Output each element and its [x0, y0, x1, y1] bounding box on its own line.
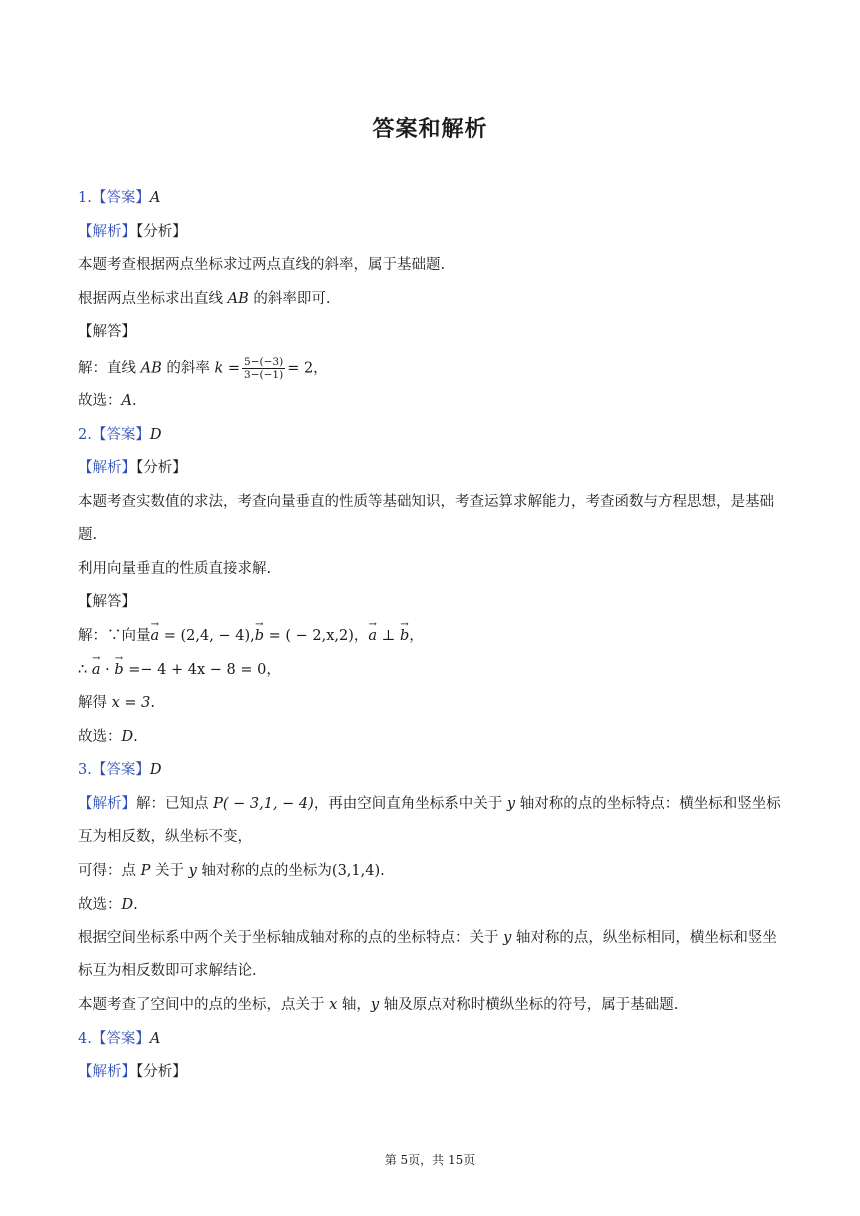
dot-product-symbol: · — [100, 661, 115, 678]
q2-solution-line-1 — [78, 626, 784, 646]
perpendicular-symbol: ⊥ — [377, 627, 400, 644]
q4-answer: A — [149, 1030, 161, 1047]
q2-s3-text: 解得 — [78, 695, 107, 712]
q1-l2-text-c: 的斜率即可. — [253, 290, 331, 307]
q3-l2-y: y — [188, 862, 197, 879]
q1-l2-text-a: 根据两点坐标求出直线 — [78, 290, 223, 307]
q3-l4-y: y — [503, 930, 512, 947]
q3-analysis-line-2 — [78, 861, 784, 881]
q3-l5-text-b: 轴， — [341, 997, 371, 1014]
q3-l5-text-c: 轴及原点对称时横纵坐标的符号，属于基础题. — [383, 997, 679, 1014]
q1-number: 1. — [78, 190, 92, 206]
q3-analysis-line-5 — [78, 995, 784, 1015]
q2-solution-line-3 — [78, 693, 784, 713]
q3-answer: D — [149, 762, 162, 779]
q3-l5-x: x — [329, 997, 338, 1014]
q4-number: 4. — [78, 1030, 92, 1047]
q3-l2-p: P — [140, 862, 151, 879]
q2-s3-end: . — [150, 695, 155, 712]
q1-analysis-tags — [78, 222, 784, 242]
q2-s1-text: 解：∵向量 — [78, 627, 151, 644]
q2-choose-answer: D — [121, 728, 134, 745]
q1-choose-end: . — [131, 392, 137, 409]
q1-analysis-line-2 — [78, 289, 784, 309]
q3-choose-answer: D — [121, 896, 134, 913]
vector-b: → b — [400, 626, 409, 646]
q1-sol-end: ， — [313, 360, 328, 377]
q1-solution-line — [78, 356, 784, 381]
q1-fenxi-tag: 【分析】 — [136, 223, 187, 240]
q3-l4-text-a: 根据空间坐标系中两个关于坐标轴成轴对称的点的坐标特点：关于 — [78, 930, 499, 947]
q4-answer-line — [78, 1029, 784, 1049]
q2-choice-line — [78, 727, 784, 747]
q1-sol-text-a: 解：直线 — [78, 360, 136, 377]
q2-solution-tag: 【解答】 — [78, 594, 136, 611]
q3-analysis-line-1 — [78, 788, 784, 854]
q3-jiexi-tag: 【解析】 — [78, 795, 136, 812]
page-title: 答案和解析 — [372, 117, 488, 142]
q3-l4-text-b: 轴对称的点，纵坐标相同，横坐标和竖坐标互为相反数即可求解结论. — [78, 930, 777, 980]
q3-l2-end: . — [380, 862, 385, 879]
vector-a: → a — [368, 626, 377, 646]
q2-s1-vec-a-value: = (2,4, − 4), — [163, 627, 255, 644]
q2-s3-result: x = 3 — [111, 695, 151, 712]
vector-a: → a — [92, 660, 101, 680]
q3-l1-y: y — [506, 795, 516, 812]
page-footer: 第 5页，共 15页 — [384, 1153, 476, 1167]
q1-choose-answer: A — [121, 392, 132, 409]
q2-s2-end: ， — [266, 661, 281, 678]
q2-answer-tag: 【答案】 — [91, 426, 150, 443]
q2-analysis-line-2: 利用向量垂直的性质直接求解. — [78, 560, 272, 577]
q1-answer-tag: 【答案】 — [91, 190, 150, 206]
q2-analysis-tags — [78, 458, 784, 478]
q3-choice-line — [78, 895, 784, 915]
q1-l2-math-ab: AB — [227, 290, 249, 307]
q3-choose-end: . — [133, 896, 138, 913]
q1-slope-fraction — [242, 356, 285, 381]
q2-s2-equation: =− 4 + 4x − 8 = 0 — [128, 661, 267, 678]
q3-number: 3. — [78, 762, 92, 779]
q2-solution-line-2 — [78, 660, 784, 680]
vector-b: → b — [255, 626, 264, 646]
fraction-numerator: 5−(−3) — [244, 355, 284, 368]
q1-answer-line — [78, 188, 784, 208]
q2-answer: D — [149, 426, 162, 443]
q3-analysis-line-4 — [78, 922, 784, 988]
q2-fenxi-tag: 【分析】 — [136, 460, 187, 477]
q1-choose-text: 故选： — [78, 392, 122, 409]
q1-sol-k: k — [214, 360, 224, 377]
q1-solution-tag: 【解答】 — [78, 324, 136, 341]
q4-answer-tag: 【答案】 — [91, 1030, 150, 1047]
q2-s1-end: ， — [409, 627, 424, 644]
q4-jiexi-tag: 【解析】 — [78, 1064, 136, 1081]
q3-l5-y: y — [370, 997, 380, 1014]
fraction-denominator: 3−(−1) — [244, 368, 284, 381]
q3-answer-tag: 【答案】 — [91, 762, 150, 779]
q3-l1-text-a: 解：已知点 — [136, 795, 209, 812]
q3-l2-coords: (3,1,4) — [331, 862, 381, 879]
q1-answer: A — [149, 190, 161, 206]
q2-jiexi-tag: 【解析】 — [78, 460, 136, 477]
q3-l2-text-a: 可得：点 — [78, 862, 136, 879]
q3-l2-text-b: 关于 — [154, 862, 184, 879]
q3-choose-text: 故选： — [78, 896, 122, 913]
q1-analysis-line-1: 本题考查根据两点坐标求过两点直线的斜率，属于基础题. — [78, 257, 446, 274]
q1-choice-line — [78, 391, 784, 411]
q1-sol-text-c: 的斜率 — [166, 360, 210, 377]
q3-l2-text-c: 轴对称的点的坐标为 — [201, 862, 332, 879]
vector-b: → b — [114, 660, 123, 680]
q3-answer-line — [78, 760, 784, 780]
q3-l1-text-b: ，再由空间直角坐标系中关于 — [313, 795, 503, 812]
q1-sol-eq: = — [227, 360, 241, 377]
q2-answer-line — [78, 425, 784, 445]
q4-fenxi-tag: 【分析】 — [136, 1064, 187, 1081]
q1-sol-math-ab: AB — [140, 360, 162, 377]
q4-analysis-tags — [78, 1062, 784, 1082]
q3-l1-text-c: 轴对称的点的坐标特点：横坐标和竖坐标互为相反数，纵坐标不变， — [78, 795, 781, 845]
therefore-symbol: ∴ — [78, 661, 88, 678]
q2-analysis-line-1: 本题考查实数值的求法，考查向量垂直的性质等基础知识，考查运算求解能力，考查函数与方程思想，是基础题. — [78, 493, 774, 543]
q3-point-p: P( − 3,1, − 4) — [213, 795, 314, 812]
q1-jiexi-tag: 【解析】 — [78, 223, 136, 240]
vector-a: → a — [151, 626, 160, 646]
q1-sol-result: = 2 — [287, 360, 314, 377]
q2-number: 2. — [78, 426, 92, 443]
q2-choose-text: 故选： — [78, 728, 122, 745]
q2-choose-end: . — [133, 728, 138, 745]
q3-l5-text-a: 本题考查了空间中的点的坐标，点关于 — [78, 997, 325, 1014]
answer-content — [78, 188, 784, 1096]
q2-s1-vec-b-value: = ( − 2,x,2)， — [268, 627, 369, 644]
